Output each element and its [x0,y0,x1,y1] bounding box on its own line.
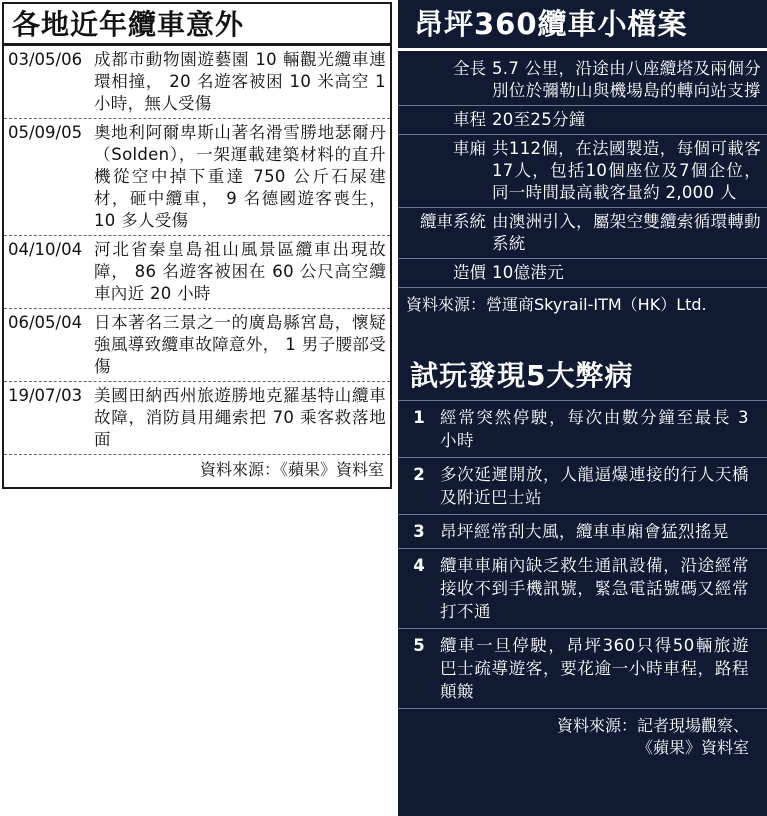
accident-date: 06/05/04 [8,313,83,332]
profile-title: 昂坪360纜車小檔案 [414,7,688,41]
issues-source-line: 《蘋果》資料室 [636,738,749,757]
accident-date: 03/05/06 [8,50,83,69]
accident-text: 奧地利阿爾卑斯山著名滑雪勝地瑟爾丹（Solden），一架運載建築材料的直升機從空中掉下重達 750 公斤石屎建材，砸中纜車， 9 名德國遊客喪生， 10 多人受傷 [94,123,386,230]
fact-label: 全長 [453,59,486,78]
issue-number: 4 [413,556,425,575]
facts-source: 資料來源：營運商Skyrail-ITM（HK）Ltd. [406,295,707,314]
issues-source [398,708,767,759]
issue-text: 纜車一旦停駛，昂坪360只得50輛旅遊巴士疏導遊客，要花逾一小時車程，路程顛簸 [440,636,749,701]
issue-number: 5 [413,636,425,655]
issue-number: 2 [413,465,425,484]
accident-row [4,46,390,119]
cable-car-panel [398,0,767,816]
accidents-panel [2,2,392,489]
issues-source-line: 資料來源：記者現場觀察、 [556,716,749,735]
issues-title: 試玩發現5大弊病 [410,359,634,392]
accident-text: 成都市動物園遊藝園 10 輛觀光纜車連環相撞， 20 名遊客被困 10 米高空 1 小時，無人受傷 [94,50,386,113]
accident-row [4,236,390,309]
accident-row [4,382,390,455]
fact-value: 由澳洲引入，屬架空雙纜索循環轉動系統 [492,212,761,253]
fact-label: 車程 [453,110,486,129]
issue-item [398,514,767,548]
accident-row [4,119,390,236]
accident-date: 19/07/03 [8,386,83,405]
accident-text: 日本著名三景之一的廣島縣宮島，懷疑強風導致纜車故障意外， 1 男子腰部受傷 [94,313,386,376]
issue-item [398,400,767,457]
fact-label: 造價 [453,263,486,282]
accident-date: 04/10/04 [8,240,83,259]
title-divider [398,48,767,51]
issue-text: 經常突然停駛，每次由數分鐘至最長 3 小時 [440,408,749,450]
fact-value: 20至25分鐘 [492,110,586,129]
fact-value: 10億港元 [492,263,564,282]
issue-text: 多次延遲開放，人龍逼爆連接的行人天橋及附近巴士站 [440,465,749,507]
issues-list [398,400,767,759]
issue-number: 1 [413,408,425,427]
fact-row [398,135,767,208]
issue-text: 纜車車廂內缺乏救生通訊設備，沿途經常接收不到手機訊號，緊急電話號碼又經常打不通 [440,556,749,621]
accidents-source: 資料來源：《蘋果》資料室 [199,460,384,479]
issue-number: 3 [413,522,425,541]
issue-item [398,457,767,514]
fact-row [398,208,767,259]
accident-text: 河北省秦皇島祖山風景區纜車出現故障， 86 名遊客被困在 60 公尺高空纜車內近 20 小時 [94,240,386,303]
accident-row [4,309,390,382]
issue-text: 昂坪經常刮大風，纜車車廂會猛烈搖晃 [440,522,729,541]
issue-item [398,628,767,708]
fact-value: 共112個，在法國製造，每個可載客17人，包括10個座位及7個企位，同一時間最高載客量約 2,000 人 [492,139,761,202]
fact-label: 車廂 [453,139,486,158]
fact-label: 纜車系統 [420,212,486,231]
fact-row [398,106,767,135]
accident-text: 美國田納西州旅遊勝地克羅基特山纜車故障，消防員用繩索把 70 乘客救落地面 [94,386,386,449]
accidents-title: 各地近年纜車意外 [4,4,390,46]
fact-row [398,55,767,106]
fact-row [398,259,767,288]
fact-value: 5.7 公里，沿途由八座纜塔及兩個分別位於彌勒山與機場島的轉向站支撐 [492,59,761,100]
accident-date: 05/09/05 [8,123,83,142]
issue-item [398,548,767,628]
